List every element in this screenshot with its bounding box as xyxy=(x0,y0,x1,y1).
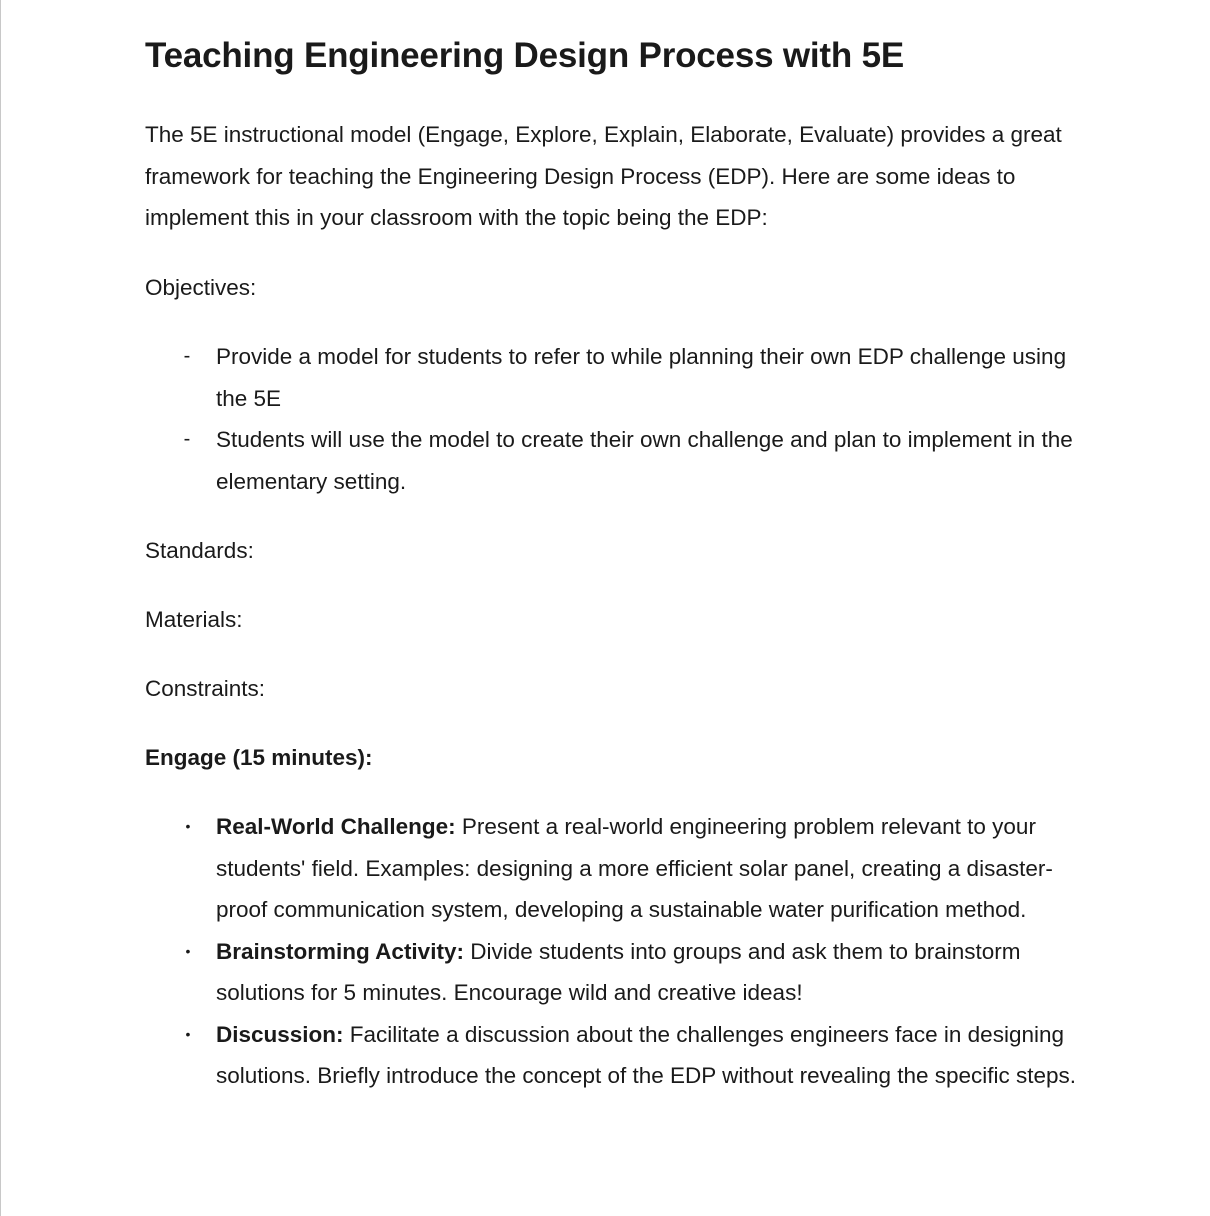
document-title: Teaching Engineering Design Process with 5E xyxy=(145,36,904,75)
dash-marker: - xyxy=(183,428,191,450)
engage-item-text: Present a real-world engineering problem relevant to your students' field. Examples: designing a more efficient solar panel, creating a disaster-proof communication system, developing a sustainable water purification method. xyxy=(216,814,1053,922)
engage-item-term: Brainstorming Activity: xyxy=(216,938,464,964)
engage-item-term: Real-World Challenge: xyxy=(216,814,456,839)
materials-label: Materials: xyxy=(145,607,243,632)
objective-item xyxy=(145,336,1080,419)
engage-item-text: Facilitate a discussion about the challenges engineers face in designing solutions. Briefly introduce the concept of the EDP without revealing the specific steps. xyxy=(216,1021,1077,1088)
intro-paragraph: The 5E instructional model (Engage, Explore, Explain, Elaborate, Evaluate) provides a great framework for teaching the Engineering Design Process (EDP). Here are some ideas to implement this in your classroom with the topic being the EDP: xyxy=(145,122,1062,230)
bullet-marker: • xyxy=(185,942,191,959)
bullet-marker: • xyxy=(185,818,191,834)
engage-item-term: Discussion: xyxy=(216,1021,344,1047)
engage-item-text: Divide students into groups and ask them to brainstorm solutions for 5 minutes. Encourage wild and creative ideas! xyxy=(216,938,1021,1005)
engage-item xyxy=(145,806,1080,931)
objectives-label: Objectives: xyxy=(145,275,257,300)
constraints-label: Constraints: xyxy=(145,676,266,701)
standards-label: Standards: xyxy=(145,538,254,563)
engage-heading: Engage (15 minutes): xyxy=(145,745,373,770)
objective-text: Students will use the model to create their own challenge and plan to implement in the elementary setting. xyxy=(216,427,1073,494)
bullet-marker: • xyxy=(185,1025,191,1042)
engage-list xyxy=(145,806,1080,1097)
engage-item xyxy=(145,1014,1080,1097)
objectives-list xyxy=(145,336,1080,502)
objective-text: Provide a model for students to refer to while planning their own EDP challenge using the 5E xyxy=(216,344,1067,411)
page-left-border xyxy=(0,0,1,1216)
engage-item xyxy=(145,931,1080,1014)
objective-item xyxy=(145,419,1080,502)
dash-marker: - xyxy=(183,345,191,367)
